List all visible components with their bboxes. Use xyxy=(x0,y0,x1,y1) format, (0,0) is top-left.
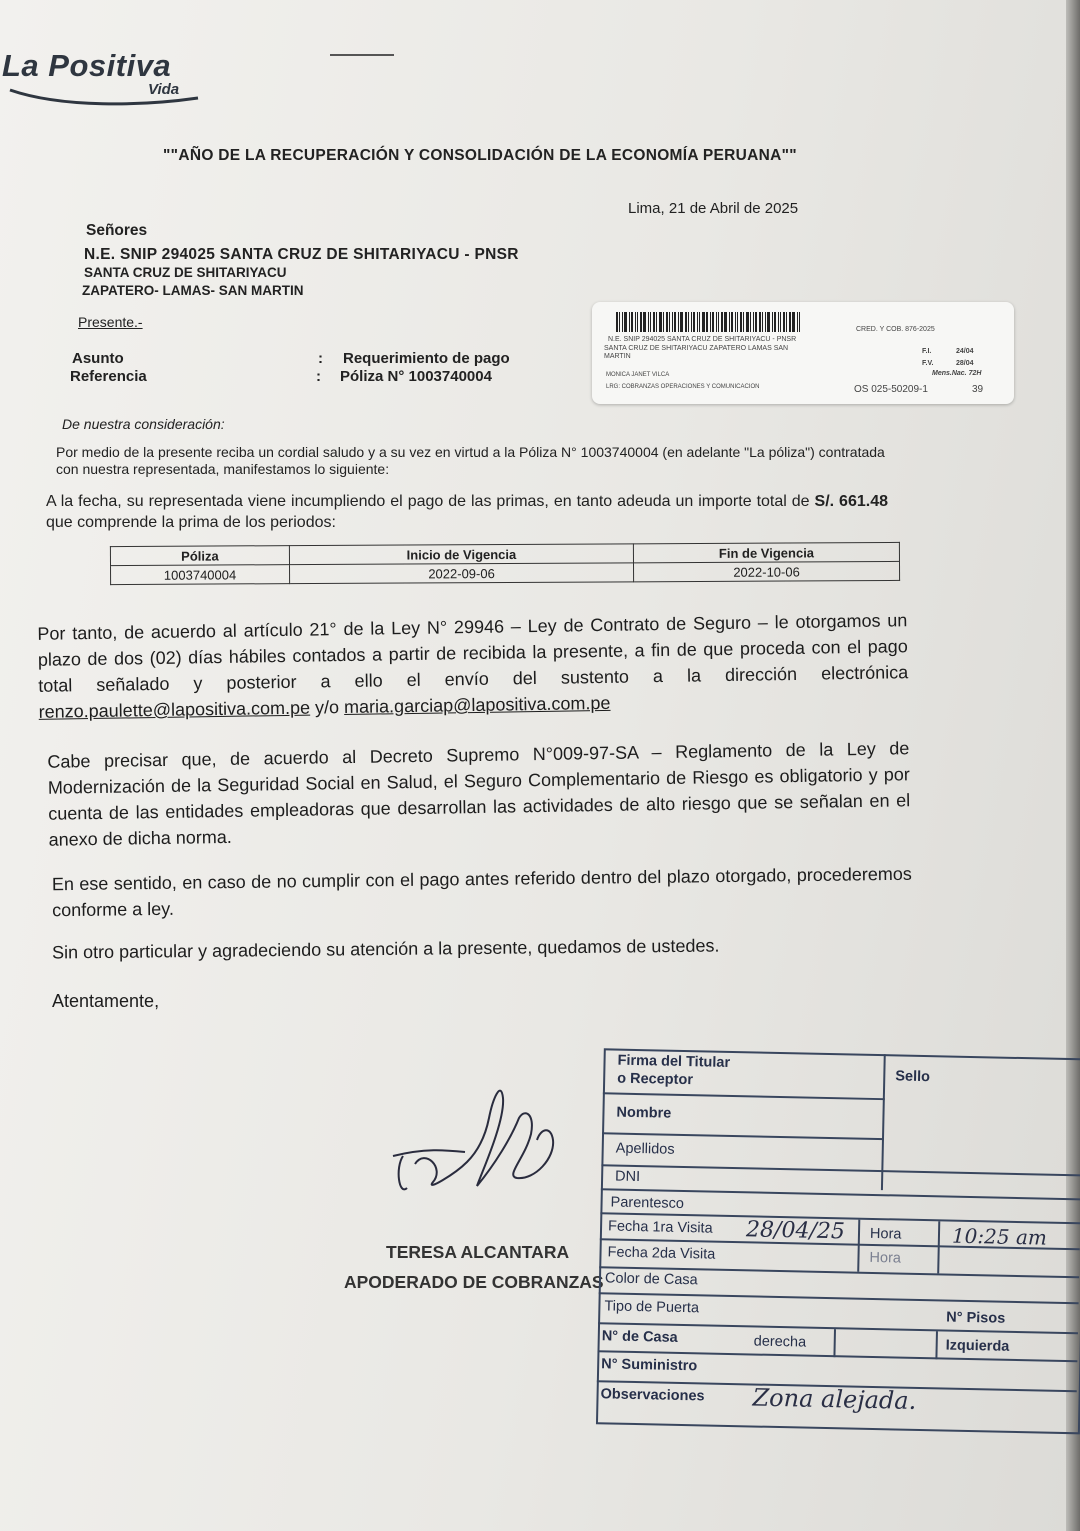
asunto-value: Requerimiento de pago xyxy=(343,350,510,367)
decree-paragraph: Cabe precisar que, de acuerdo al Decreto Supremo N°009-97-SA – Reglamento de la Ley de Modernización de la Seguridad Social en Salud, el Seguro Complementario de Riesgo es obligatorio y por cuenta de las entidades empleadoras que desarrollan las actividades de alto riesgo que se señalan en el anexo de dicha norma. xyxy=(47,738,911,850)
barcode-bar xyxy=(746,312,749,332)
barcode-bar xyxy=(737,312,738,332)
barcode-bar xyxy=(648,312,649,332)
barcode-bar xyxy=(663,312,664,332)
form-hora-value: 10:25 am xyxy=(951,1223,1048,1250)
barcode-bar xyxy=(637,312,638,332)
letter-date: Lima, 21 de Abril de 2025 xyxy=(628,200,799,217)
form-numcasa-label: N° de Casa xyxy=(601,1328,678,1346)
barcode-bar xyxy=(669,312,670,332)
stamp-fi-label: F.I. xyxy=(922,348,932,355)
barcode-bar xyxy=(710,312,711,332)
stamp-fv-value: 28/04 xyxy=(956,360,974,367)
form-nombre-label: Nombre xyxy=(616,1104,672,1122)
table-cell: 2022-10-06 xyxy=(633,561,899,581)
barcode xyxy=(616,312,830,332)
deadline-text: Por tanto, de acuerdo al artículo 21° de la Ley N° 29946 – Ley de Contrato de Seguro – le otorgamos un plazo de dos (02) días hábiles contados a partir de recibida la presente, a fin de que proceda con el pago total señalado y posterior a ello el envío del sustento a la dirección electrónica xyxy=(37,610,909,696)
barcode-bar xyxy=(706,312,708,332)
barcode-bar xyxy=(629,312,630,332)
barcode-bar xyxy=(640,312,642,332)
barcode-bar xyxy=(735,312,736,332)
barcode-bar xyxy=(724,312,727,332)
barcode-bar xyxy=(762,312,763,332)
form-hora2-label: Hora xyxy=(869,1249,902,1267)
salutation: Señores xyxy=(86,222,148,239)
barcode-bar xyxy=(650,312,651,332)
barcode-bar xyxy=(753,312,754,332)
deadline-connector: y/o xyxy=(309,697,345,718)
barcode-bar xyxy=(772,312,773,332)
barcode-bar xyxy=(740,312,742,332)
barcode-bar xyxy=(659,312,662,332)
recipient-line-2: SANTA CRUZ DE SHITARIYACU xyxy=(84,265,287,280)
receipt-stamp-form xyxy=(582,1040,1080,1450)
stamp-os: OS 025-50209-1 xyxy=(854,384,928,395)
debt-amount: S/. 661.48 xyxy=(814,493,888,510)
logo-sub: Vida xyxy=(148,81,180,98)
barcode-bar xyxy=(778,312,779,332)
logo-brand: La Positiva xyxy=(2,48,172,83)
barcode-bar xyxy=(750,312,751,332)
closing: Atentamente, xyxy=(52,991,160,1011)
recipient-line-3: ZAPATERO- LAMAS- SAN MARTIN xyxy=(82,283,304,298)
reference-value: Póliza N° 1003740004 xyxy=(340,368,492,385)
form-fecha1-value: 28/04/25 xyxy=(745,1217,846,1245)
barcode-bar xyxy=(721,312,723,332)
barcode-bar xyxy=(783,312,785,332)
stamp-line-1: N.E. SNIP 294025 SANTA CRUZ DE SHITARIYACU - PNSR xyxy=(608,336,797,343)
barcode-bar xyxy=(774,312,776,332)
stamp-line-3: MARTIN xyxy=(604,353,631,360)
handwritten-signature xyxy=(385,1078,575,1208)
recipient-line-1: N.E. SNIP 294025 SANTA CRUZ DE SHITARIYACU - PNSR xyxy=(84,246,519,263)
barcode-bar xyxy=(780,312,781,332)
form-observaciones-value: Zona alejada. xyxy=(752,1383,917,1415)
barcode-bar xyxy=(635,312,636,332)
deadline-paragraph xyxy=(37,607,909,725)
form-firma-label: Firma del Titular xyxy=(617,1052,731,1071)
policy-period-table xyxy=(110,542,900,585)
barcode-bar xyxy=(624,312,627,332)
form-color-label: Color de Casa xyxy=(604,1270,698,1289)
asunto-colon: : xyxy=(318,350,323,367)
form-fecha2-label: Fecha 2da Visita xyxy=(607,1244,716,1263)
table-header-cell: Fin de Vigencia xyxy=(633,542,899,562)
reference-colon: : xyxy=(316,368,321,385)
form-fecha1-label: Fecha 1ra Visita xyxy=(607,1218,713,1237)
table-header-cell: Póliza xyxy=(110,546,289,566)
form-izquierda-label: Izquierda xyxy=(945,1337,1010,1355)
header-rule xyxy=(330,54,394,56)
barcode-bar xyxy=(616,312,618,332)
table-cell: 2022-09-06 xyxy=(290,563,634,584)
form-puerta-label: Tipo de Puerta xyxy=(604,1298,700,1317)
reception-stamp-label xyxy=(592,302,1014,404)
form-pisos-label: N° Pisos xyxy=(946,1309,1006,1327)
form-dni-label: DNI xyxy=(614,1168,641,1186)
barcode-bar xyxy=(643,312,646,332)
intro-paragraph: Por medio de la presente reciba un cordial saludo y a su vez en virtud a la Póliza N° 1003740004 (en adelante "La póliza") contratada con nuestra representada, manifestamos lo siguiente: xyxy=(56,444,885,477)
presente-label: Presente.- xyxy=(78,314,143,330)
form-apellidos-label: Apellidos xyxy=(615,1140,675,1158)
barcode-bar xyxy=(631,312,633,332)
form-sello-label: Sello xyxy=(895,1068,931,1086)
barcode-bar xyxy=(685,312,687,332)
barcode-bar xyxy=(622,312,623,332)
barcode-bar xyxy=(688,312,689,332)
barcode-bar xyxy=(797,312,798,332)
barcode-bar xyxy=(755,312,757,332)
barcode-bar xyxy=(697,312,698,332)
asunto-label: Asunto xyxy=(72,350,124,367)
barcode-bar xyxy=(666,312,668,332)
stamp-mens: Mens.Nac. 72H xyxy=(932,370,982,377)
stamp-code: CRED. Y COB. 876-2025 xyxy=(856,326,935,333)
debt-text-pre: A la fecha, su representada viene incumpliendo el pago de las primas, en tanto adeuda un importe total de xyxy=(46,493,815,510)
barcode-bar xyxy=(619,312,620,332)
barcode-bar xyxy=(712,312,714,332)
debt-text-post: que comprende la prima de los periodos: xyxy=(46,514,336,531)
stamp-fi-value: 24/04 xyxy=(956,348,974,355)
form-receptor-label: o Receptor xyxy=(617,1070,694,1089)
barcode-bar xyxy=(731,312,733,332)
form-observaciones-label: Observaciones xyxy=(600,1386,705,1405)
stamp-person: MONICA JANET VILCA xyxy=(606,372,670,378)
email-link-2[interactable]: maria.garciap@lapositiva.com.pe xyxy=(343,692,611,718)
barcode-bar xyxy=(699,312,700,332)
barcode-bar xyxy=(716,312,717,332)
barcode-bar xyxy=(759,312,761,332)
barcode-bar xyxy=(789,312,791,332)
company-logo xyxy=(2,48,212,108)
stamp-line-2: SANTA CRUZ DE SHITARIYACU ZAPATERO LAMAS SAN xyxy=(604,345,789,352)
stamp-fv-label: F.V. xyxy=(922,360,934,367)
barcode-bar xyxy=(693,312,695,332)
table-header-cell: Inicio de Vigencia xyxy=(289,544,633,565)
barcode-bar xyxy=(656,312,657,332)
consequence-paragraph: En ese sentido, en caso de no cumplir con el pago antes referido dentro del plazo otorgado, procederemos conforme a ley. xyxy=(51,863,912,921)
form-derecha-label: derecha xyxy=(753,1333,807,1351)
stamp-number: 39 xyxy=(972,384,984,395)
form-suministro-label: N° Suministro xyxy=(601,1356,698,1375)
barcode-bar xyxy=(702,312,705,332)
form-parentesco-label: Parentesco xyxy=(610,1194,685,1213)
signatory-role: APODERADO DE COBRANZAS xyxy=(344,1272,604,1292)
table-row xyxy=(111,561,900,584)
barcode-bar xyxy=(765,312,766,332)
barcode-bar xyxy=(767,312,770,332)
email-link-1[interactable]: renzo.paulette@lapositiva.com.pe xyxy=(38,697,311,722)
barcode-bar xyxy=(680,312,683,332)
barcode-bar xyxy=(799,312,800,332)
form-hora-label: Hora xyxy=(869,1225,902,1243)
logo-swoosh-graphic xyxy=(2,86,202,108)
barcode-bar xyxy=(678,312,679,332)
barcode-bar xyxy=(672,312,673,332)
barcode-bar xyxy=(691,312,692,332)
barcode-bar xyxy=(792,312,795,332)
signatory-name: TERESA ALCANTARA xyxy=(386,1242,570,1262)
barcode-bar xyxy=(743,312,744,332)
barcode-bar xyxy=(718,312,719,332)
stamp-dept: LRG: COBRANZAS OPERACIONES Y COMUNICACION xyxy=(606,384,760,390)
barcode-bar xyxy=(786,312,787,332)
greeting: De nuestra consideración: xyxy=(62,416,225,432)
barcode-bar xyxy=(653,312,655,332)
farewell-paragraph: Sin otro particular y agradeciendo su atención a la presente, quedamos de ustedes. xyxy=(51,935,720,963)
table-cell: 1003740004 xyxy=(111,565,290,585)
year-headline: ""AÑO DE LA RECUPERACIÓN Y CONSOLIDACIÓN DE LA ECONOMÍA PERUANA"" xyxy=(163,147,797,164)
reference-label: Referencia xyxy=(70,368,147,385)
debt-paragraph xyxy=(46,491,888,533)
barcode-bar xyxy=(729,312,730,332)
barcode-bar xyxy=(674,312,676,332)
